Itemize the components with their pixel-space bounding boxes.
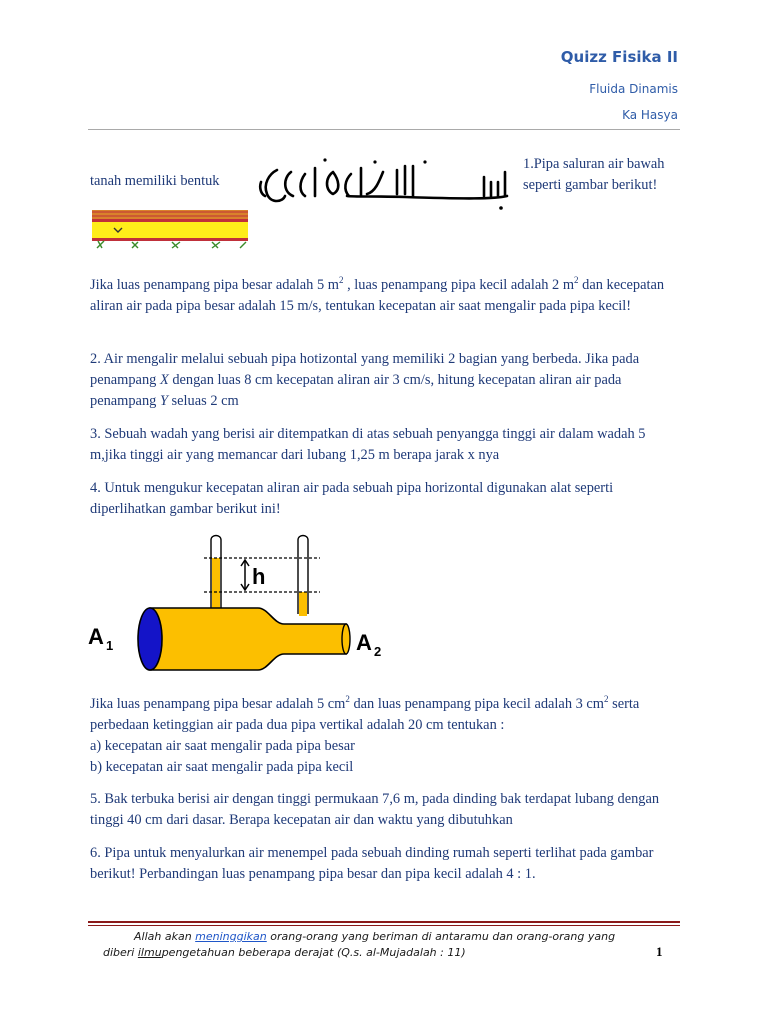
- footer-word-ilmu: ilmu: [137, 946, 162, 959]
- q2-text-b: dengan luas 8 cm kecepatan aliran air 3 cm/s, hitung kecepatan aliran air pada penampang: [90, 372, 622, 409]
- underground-pipe-image: [92, 208, 250, 250]
- q1-text-b: , luas penampang pipa kecil adalah 2 m: [343, 277, 575, 293]
- q3-text: 3. Sebuah wadah yang berisi air ditempatkan di atas sebuah penyangga tinggi air dalam wadah 5 m,jika tinggi air yang memancar dari lubang 1,25 m berapa jarak x nya: [90, 426, 646, 463]
- label-h: h: [252, 564, 266, 589]
- q2-text-a: 2. Air mengalir melalui sebuah pipa hotizontal yang memiliki 2 bagian yang berbeda. Jika pada penampang: [90, 351, 640, 388]
- footer-link-meninggikan[interactable]: meninggikan: [195, 930, 267, 943]
- q1-text-c: dan kecepatan aliran air pada pipa besar adalah 15 m/s, tentukan kecepatan air saat mengalir pada pipa kecil!: [90, 277, 665, 314]
- label-a2: A: [356, 630, 372, 655]
- question-1: [90, 275, 680, 317]
- q6-text: 6. Pipa untuk menyalurkan air menempel pada sebuah dinding rumah seperti terlihat pada gambar berikut! Perbandingan luas penampang pipa besar dan pipa kecil adalah 4 : 1.: [90, 845, 654, 882]
- question-2: [90, 349, 680, 412]
- footer-rule-thin: [88, 925, 680, 926]
- q2-var-x: X: [159, 372, 169, 388]
- footer-quote-line-2: [103, 946, 466, 959]
- basmala-calligraphy-image: [255, 152, 510, 218]
- footer-rule-thick: [88, 921, 680, 923]
- document-author: Ka Hasya: [622, 108, 678, 122]
- question-6: [90, 843, 680, 885]
- q1-intro-left: tanah memiliki bentuk: [90, 173, 220, 189]
- q4-item-a: a) kecepatan air saat mengalir pada pipa besar: [90, 738, 355, 754]
- q2-text-c: seluas 2 cm: [167, 393, 239, 409]
- label-a2-subscript: 2: [374, 644, 382, 659]
- q4-body-a: Jika luas penampang pipa besar adalah 5 cm: [90, 696, 346, 712]
- footer-line2-a: diberi: [103, 946, 138, 959]
- document-subtitle: Fluida Dinamis: [589, 82, 678, 96]
- q1-text-a: Jika luas penampang pipa besar adalah 5 m: [90, 277, 339, 293]
- footer-line1-a: Allah akan: [134, 930, 196, 943]
- question-4: [90, 478, 680, 520]
- q4-body-b: dan luas penampang pipa kecil adalah 3 cm: [349, 696, 604, 712]
- label-a1: A: [88, 624, 104, 649]
- question-4-body: [90, 694, 680, 778]
- q5-text: 5. Bak terbuka berisi air dengan tinggi permukaan 7,6 m, pada dinding bak terdapat lubang dengan tinggi 40 cm dari dasar. Berapa kecepatan air dan waktu yang dibutuhkan: [90, 791, 660, 828]
- footer-line2-b: pengetahuan beberapa derajat (Q.s. al-Mujadalah : 11): [161, 946, 466, 959]
- footer-quote-line-1: [134, 930, 615, 943]
- q4-text: 4. Untuk mengukur kecepatan aliran air pada sebuah pipa horizontal digunakan alat seperti diperlihatkan gambar berikut ini!: [90, 480, 614, 517]
- question-3: [90, 424, 680, 466]
- q4-item-b: b) kecepatan air saat mengalir pada pipa kecil: [90, 759, 354, 775]
- q4-body-c: serta perbedaan ketinggian air pada dua pipa vertikal adalah 20 cm tentukan :: [90, 696, 640, 733]
- header-divider: [88, 129, 680, 130]
- question-5: [90, 789, 680, 831]
- venturimeter-diagram: [88, 530, 398, 678]
- q1-sup-a: 2: [338, 275, 344, 286]
- q2-var-y: Y: [159, 393, 168, 409]
- label-a1-subscript: 1: [106, 638, 114, 653]
- document-title: Quizz Fisika II: [560, 48, 678, 66]
- q4-sup-b: 2: [604, 694, 609, 705]
- q1-intro-right: 1.Pipa saluran air bawah seperti gambar berikut!: [523, 156, 665, 193]
- page-number: 1: [656, 944, 663, 959]
- q1-sup-b: 2: [574, 275, 579, 286]
- footer-line1-b: orang-orang yang beriman di antaramu dan orang-orang yang: [266, 930, 616, 943]
- q4-sup-a: 2: [345, 694, 350, 705]
